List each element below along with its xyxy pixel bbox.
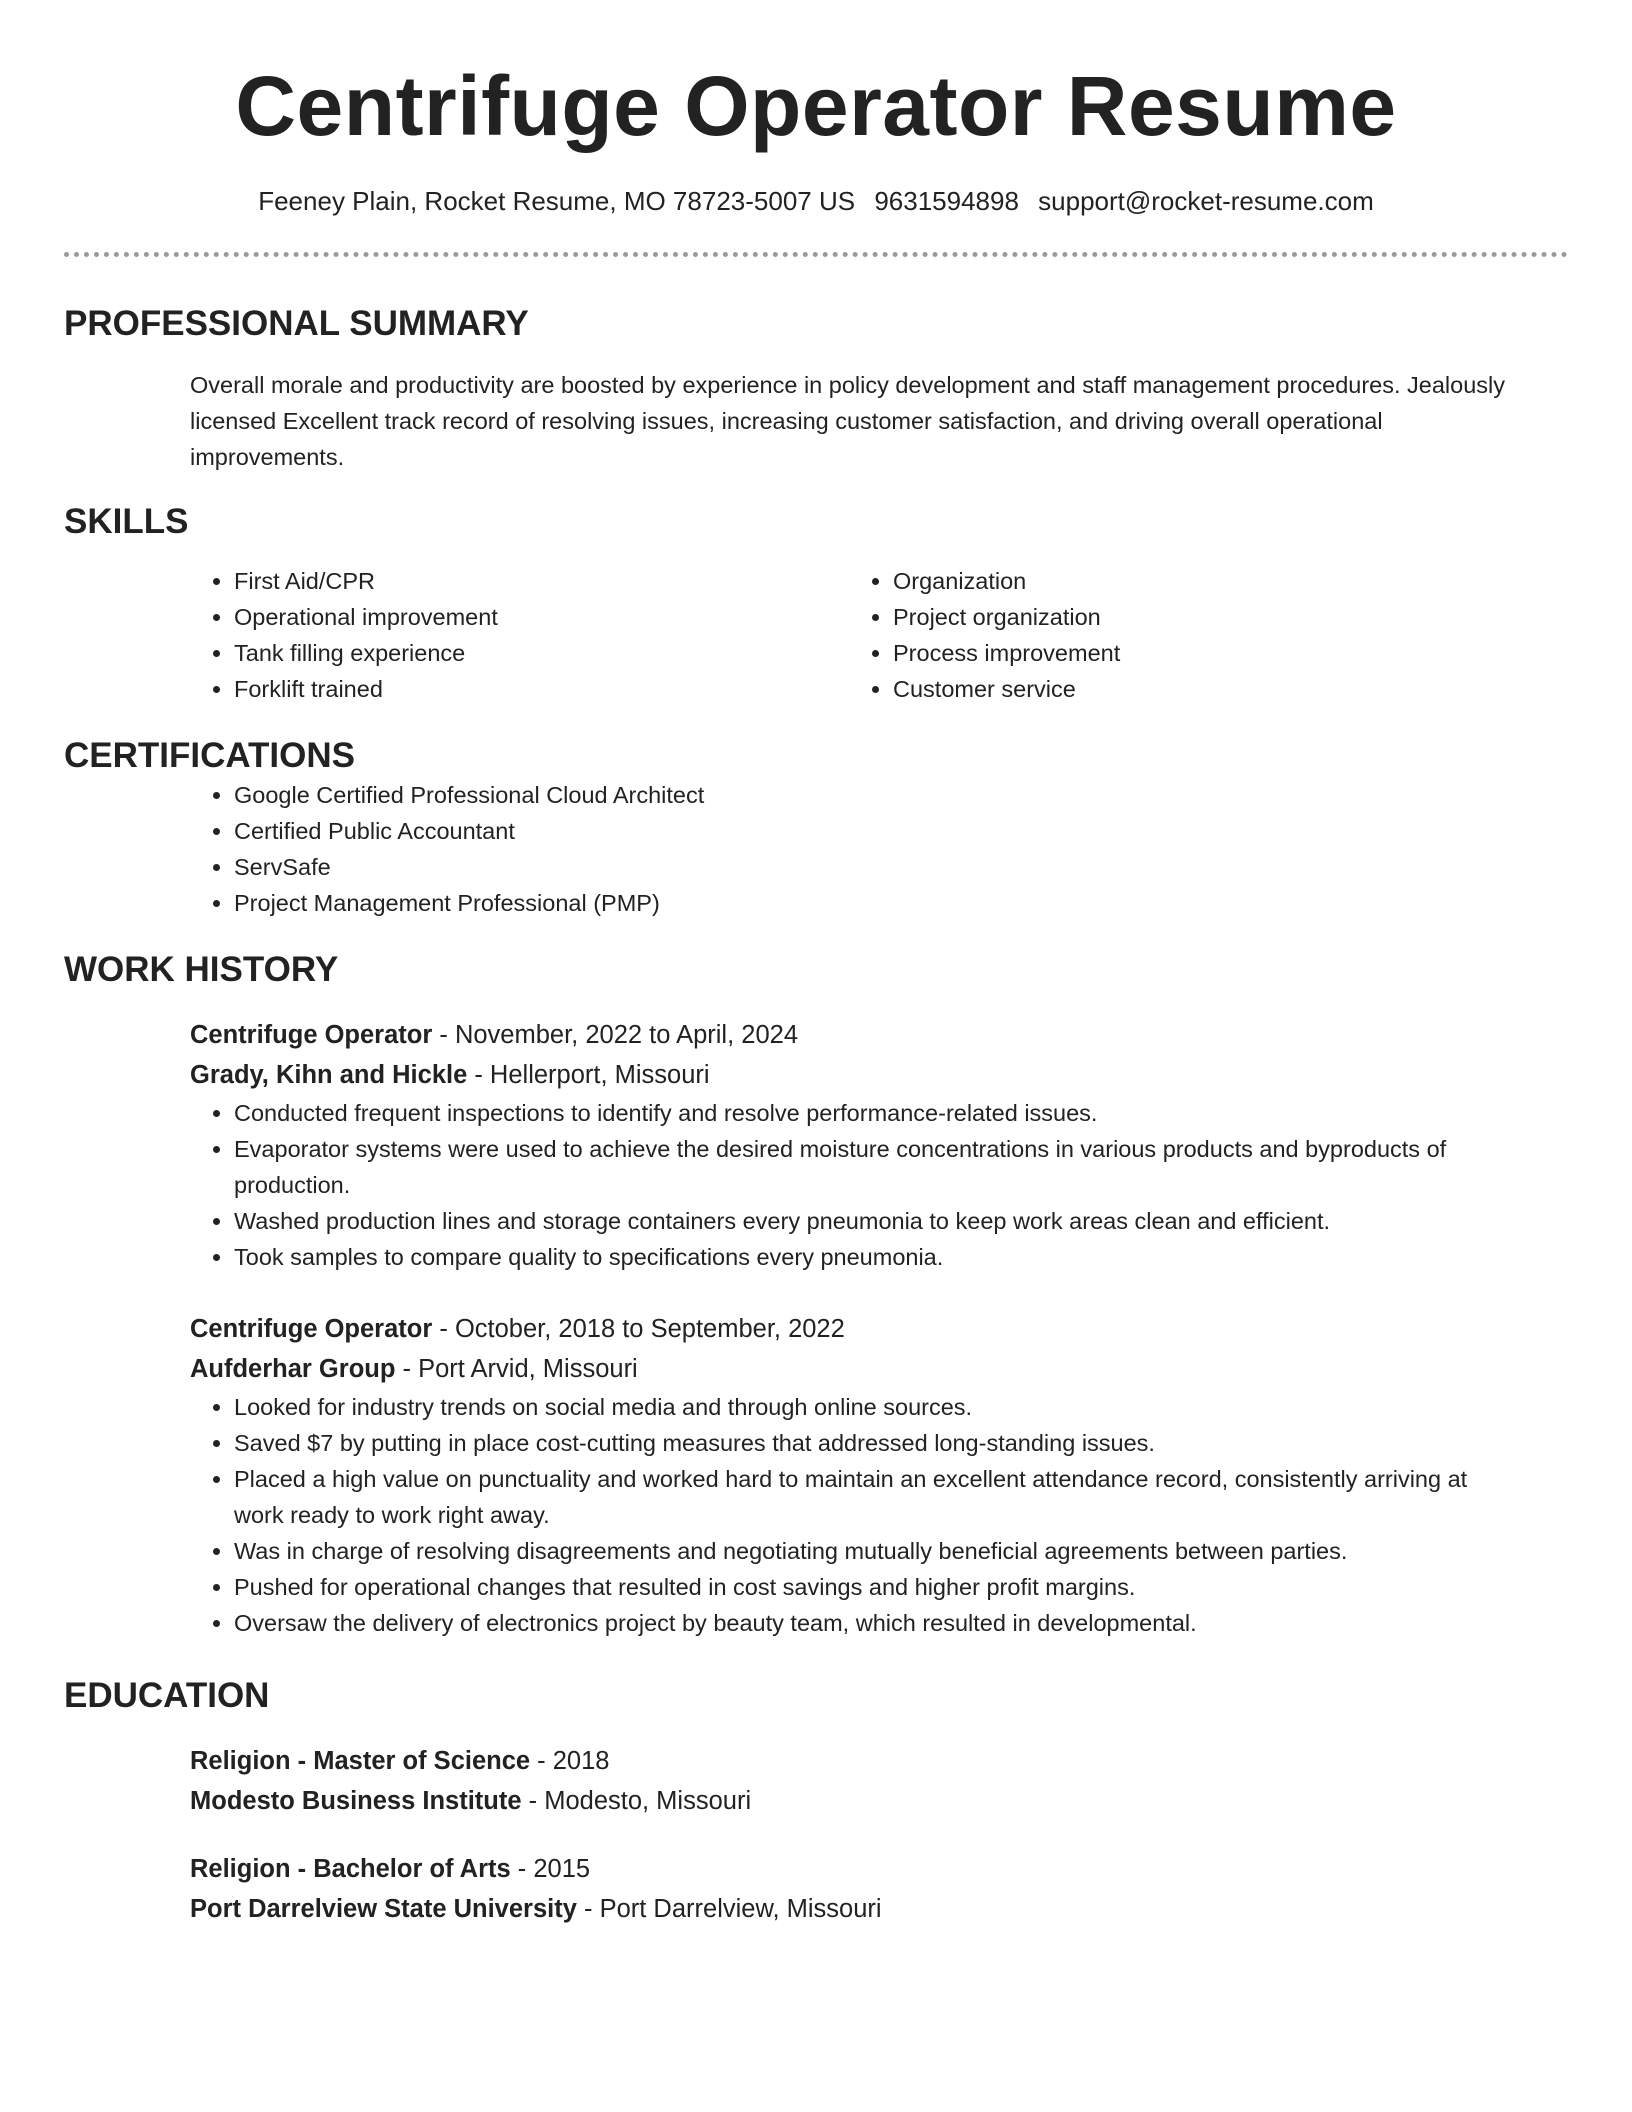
- contact-phone: 9631594898: [874, 186, 1019, 216]
- contact-line: [64, 184, 1568, 218]
- education-year: - 2018: [530, 1747, 610, 1775]
- education-degree-line: [190, 1741, 1508, 1781]
- job-duty: • Washed production lines and storage containers every pneumonia to keep work areas clean and efficient.: [234, 1203, 1508, 1239]
- certification-item: • Google Certified Professional Cloud Architect: [234, 777, 1508, 813]
- skill-item: • Project organization: [893, 599, 1508, 635]
- work-history-section: [64, 1015, 1568, 1641]
- education-heading: EDUCATION: [64, 1676, 270, 1715]
- certification-item: • ServSafe: [234, 849, 1508, 885]
- job-role: Centrifuge Operator: [190, 1315, 433, 1343]
- education-school: Modesto Business Institute: [190, 1787, 522, 1815]
- job-duty: • Conducted frequent inspections to identify and resolve performance-related issues.: [234, 1095, 1508, 1131]
- skills-heading: SKILLS: [64, 502, 189, 541]
- summary-section: [64, 367, 1568, 475]
- skill-item: • Organization: [893, 563, 1508, 599]
- job-company-line: [190, 1055, 1508, 1095]
- job-company: Grady, Kihn and Hickle: [190, 1061, 468, 1089]
- job-title-line: [190, 1309, 1508, 1349]
- job-company-line: [190, 1349, 1508, 1389]
- education-location: - Port Darrelview, Missouri: [576, 1895, 882, 1923]
- certifications-heading: CERTIFICATIONS: [64, 736, 356, 775]
- skill-item: • Customer service: [893, 671, 1508, 707]
- education-section: [64, 1741, 1568, 1929]
- job-duties-list: [190, 1389, 1508, 1641]
- job-duty: • Evaporator systems were used to achieve the desired moisture concentrations in various products and byproducts of production.: [234, 1131, 1508, 1203]
- education-entry: [190, 1849, 1508, 1929]
- job-duty: • Looked for industry trends on social media and through online sources.: [234, 1389, 1508, 1425]
- job-duty: • Was in charge of resolving disagreements and negotiating mutually beneficial agreements between parties.: [234, 1533, 1508, 1569]
- header-divider: [64, 252, 1568, 257]
- job-entry: [190, 1309, 1508, 1641]
- skills-section: [64, 563, 1568, 707]
- summary-heading: PROFESSIONAL SUMMARY: [64, 304, 529, 343]
- job-dates: - November, 2022 to April, 2024: [432, 1021, 798, 1049]
- skill-item: • Tank filling experience: [234, 635, 849, 671]
- skill-item: • Forklift trained: [234, 671, 849, 707]
- skill-item: • First Aid/CPR: [234, 563, 849, 599]
- skills-grid: [190, 563, 1508, 707]
- education-school-line: [190, 1889, 1508, 1929]
- certification-item: • Project Management Professional (PMP): [234, 885, 1508, 921]
- job-duty: • Pushed for operational changes that resulted in cost savings and higher profit margins.: [234, 1569, 1508, 1605]
- job-company: Aufderhar Group: [190, 1355, 396, 1383]
- certifications-list: [190, 777, 1508, 921]
- job-duty: • Oversaw the delivery of electronics project by beauty team, which resulted in developmental.: [234, 1605, 1508, 1641]
- job-title-line: [190, 1015, 1508, 1055]
- job-role: Centrifuge Operator: [190, 1021, 433, 1049]
- education-degree-line: [190, 1849, 1508, 1889]
- job-entry: [190, 1015, 1508, 1275]
- summary-text: Overall morale and productivity are boosted by experience in policy development and staff management procedures. Jealously licensed Excellent track record of resolving issues, increasing customer satisfaction, and driving overall operational improvements.: [190, 372, 1506, 470]
- education-school-line: [190, 1781, 1508, 1821]
- education-school: Port Darrelview State University: [190, 1895, 577, 1923]
- education-year: - 2015: [510, 1855, 591, 1883]
- education-degree: Religion - Master of Science: [190, 1747, 531, 1775]
- skill-item: • Operational improvement: [234, 599, 849, 635]
- work-history-heading: WORK HISTORY: [64, 950, 339, 989]
- job-dates: - October, 2018 to September, 2022: [432, 1315, 845, 1343]
- education-entry: [190, 1741, 1508, 1821]
- contact-email: support@rocket-resume.com: [1038, 186, 1374, 216]
- job-duty: • Placed a high value on punctuality and worked hard to maintain an excellent attendance record, consistently arriving at work ready to work right away.: [234, 1461, 1508, 1533]
- education-location: - Modesto, Missouri: [521, 1787, 752, 1815]
- resume-title: Centrifuge Operator Resume: [235, 59, 1397, 153]
- certifications-section: [64, 777, 1568, 921]
- job-duty: • Saved $7 by putting in place cost-cutting measures that addressed long-standing issues.: [234, 1425, 1508, 1461]
- contact-address: Feeney Plain, Rocket Resume, MO 78723-5007 US: [258, 186, 856, 216]
- education-degree: Religion - Bachelor of Arts: [190, 1855, 511, 1883]
- skills-list-left: [190, 563, 849, 707]
- job-location: - Hellerport, Missouri: [467, 1061, 710, 1089]
- skill-item: • Process improvement: [893, 635, 1508, 671]
- job-duty: • Took samples to compare quality to specifications every pneumonia.: [234, 1239, 1508, 1275]
- skills-list-right: [849, 563, 1508, 707]
- job-location: - Port Arvid, Missouri: [395, 1355, 638, 1383]
- job-duties-list: [190, 1095, 1508, 1275]
- certification-item: • Certified Public Accountant: [234, 813, 1508, 849]
